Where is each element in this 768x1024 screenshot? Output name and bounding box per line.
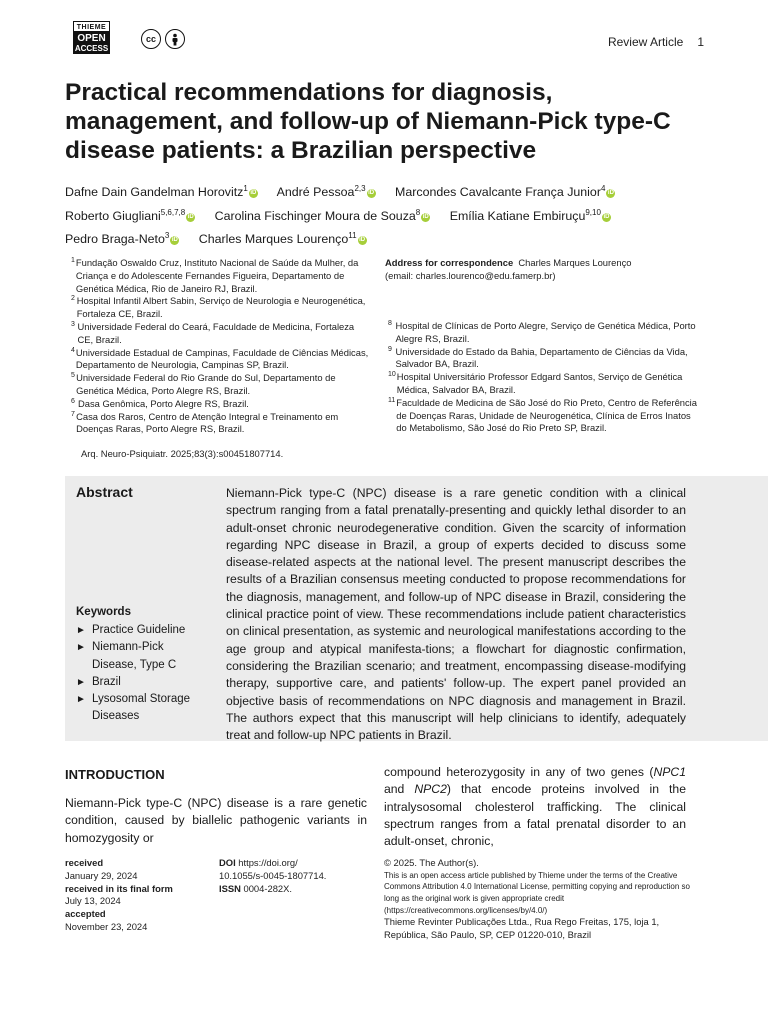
correspondence-name: Charles Marques Lourenço [518,257,632,268]
orcid-icon[interactable]: iD [359,237,366,243]
logo-line-3: ACCESS [74,44,109,53]
affiliations-left [71,257,371,436]
gene-name: NPC1 [653,765,686,779]
triangle-bullet-icon: ► [76,676,86,688]
gene-name: NPC2 [414,782,447,797]
triangle-bullet-icon: ► [76,642,86,654]
thieme-open-access-logo [73,21,110,54]
introduction-text-right: compound heterozygosity in any of two genes (NPC1 and NPC2) that encode proteins involved in the intralysosomal cholesterol trafficking. The clinical spectrum ranges from a fatal prenatal disorder to an adult-onset, chronic, [384,765,686,849]
author[interactable]: Dafne Dain Gandelman Horovitz$^1$ iD [65,184,257,199]
orcid-icon[interactable]: iD [250,190,257,196]
affiliations-right [388,320,700,435]
page-number: 1 [697,35,704,49]
orcid-icon[interactable]: iD [368,190,375,196]
author[interactable]: Emília Katiane Embiruçu$^{9,10}$ iD [449,207,610,223]
orcid-icon[interactable]: iD [607,190,614,196]
publisher-address: Thieme Revinter Publicações Ltda., Rua Rego Freitas, 175, loja 1, República, São Paulo, SP, CEP 01220-010, Brazil [384,916,660,940]
copyright-line: © 2025. The Author(s). [384,857,479,868]
keywords-list [76,622,206,726]
affiliation: 9 Universidade do Estado da Bahia, Departamento de Ciências da Vida, Salvador BA, Brazil. [388,345,688,370]
article-type: Review Article [607,35,684,49]
author[interactable]: Marcondes Cavalcante França Junior$^4$ iD [395,184,614,199]
author[interactable]: Pedro Braga-Neto$^3$ iD [65,231,178,246]
affiliation: 2 Hospital Infantil Albert Sabin, Serviço de Neurologia e Neurogenética, Fortaleza CE, Brazil. [71,295,366,320]
correspondence-email[interactable]: (email: charles.lourenco@edu.famerp.br) [385,269,556,281]
correspondence-address [385,257,695,283]
attribution-icon [165,29,185,49]
affiliation: 11 Faculdade de Medicina de São José do Rio Preto, Centro de Referência de Doenças Raras, Unidade de Neurogenética, Clínica de Erros Inatos do Metabolismo, São José do Rio Preto SP, Brazil. [388,396,697,434]
affiliation: 4 Universidade Estadual de Campinas, Faculdade de Ciências Médicas, Departamento de Neurologia, Campinas SP, Brazil. [71,346,369,371]
triangle-bullet-icon: ► [76,625,86,636]
introduction-text-left: Niemann-Pick type-C (NPC) disease is a rare genetic condition, caused by biallelic pathogenic variants in homozygosity or [65,796,367,845]
cc-icon: cc [141,29,161,49]
author[interactable]: André Pessoa$^{2,3}$ iD [276,184,375,199]
logo-line-2: OPEN [77,33,106,44]
affiliation: 8 Hospital de Clínicas de Porto Alegre, Serviço de Genética Médica, Porto Alegre RS, Brazil. [388,320,696,344]
orcid-icon[interactable]: iD [171,237,178,243]
affiliation: 6 Dasa Genômica, Porto Alegre RS, Brazil. [71,397,249,409]
license-text: This is an open access article published by Thieme under the terms of the Creative Commons Attribution 4.0 International License, permitting copying and reproduction so long as the original work is given appropriate credit (https://creativecommons.org/licenses/by/4.0/) [384,870,690,915]
affiliation: 3 Universidade Federal do Ceará, Faculdade de Medicina, Fortaleza CE, Brazil. [71,320,355,345]
author-list [65,179,705,250]
keyword-item[interactable]: ► Practice Guideline [76,622,206,639]
journal-citation: Arq. Neuro-Psiquiatr. 2025;83(3):s00451807714. [81,448,284,459]
introduction-heading: INTRODUCTION [65,767,165,782]
orcid-icon[interactable]: iD [187,213,194,220]
author[interactable]: Charles Marques Lourenço$^{11}$ iD [198,231,366,246]
affiliation: 5 Universidade Federal do Rio Grande do Sul, Departamento de Genética Médica, Porto Alegre RS, Brazil. [71,372,336,396]
author[interactable]: Carolina Fischinger Moura de Souza$^8$ iD [214,207,429,223]
triangle-bullet-icon: ► [76,694,86,706]
keyword-item[interactable]: ► Niemann-Pick Disease, Type C [76,639,206,674]
affiliation: 10 Hospital Universitário Professor Edgard Santos, Serviço de Genética Médica, Salvador BA, Brazil. [388,371,683,395]
abstract-heading: Abstract [76,484,133,500]
affiliation: 7 Casa dos Raros, Centro de Atenção Integral e Treinamento em Doenças Raras, Porto Alegre RS, Brazil. [71,410,339,435]
article-dates: received January 29, 2024 received in its final form July 13, 2024 accepted November 23, 2024 [65,857,173,932]
logo-line-1: THIEME [73,21,110,32]
license-block [384,857,704,942]
orcid-icon[interactable]: iD [603,213,610,220]
orcid-icon[interactable]: iD [422,213,429,220]
keyword-item[interactable]: ► Lysosomal Storage Diseases [76,691,206,726]
doi-issn-block: DOI https://doi.org/ 10.1055/s-0045-1807714. ISSN 0004-282X. [219,857,327,894]
affiliation: 1 Fundação Oswaldo Cruz, Instituto Nacional de Saúde da Mulher, da Criança e do Adolescente Fernandes Figueira, Departamento de Genética Médica, Rio de Janeiro RJ, Brazil. [71,257,359,294]
keyword-item[interactable]: ► Brazil [76,674,206,691]
correspondence-label: Address for correspondence [385,257,514,268]
creative-commons-badge [141,29,185,49]
running-header [608,35,704,49]
doi-link[interactable]: https://doi.org/ [238,857,298,868]
abstract-text: Niemann-Pick type-C (NPC) disease is a rare genetic condition with a clinical spectrum ranging from a fatal prenatally-presenting and quickly lethal disorder to an adult-onset chronic neurodegenerative condition. Given the scarcity of information regarding NPC disease in Brazil, a group of experts decided to discuss some disease-related aspects at the national level. The present manuscript describes the results of a Brazilian consensus meeting conducted to propose recommendations for the diagnosis, management, and follow-up of NPC disease in Brazil, considering the clinical practice point of view. These recommendations include patient characteristics on clinical presentation, as systemic and neurological manifestations according to the age group and atypical manifesta-tions; a flowchart for diagnostic confirmation, considering the Brazilian scenario; and treatment, encompassing disease-modifying therapy, supportive care, and patients' follow-up. The expert panel provided an objective basis of recommendations on NPC diagnosis and management in Brazil. The authors expect that this manuscript will help clinicians to identify, adequately treat and follow-up NPC patients in Brazil. [226,486,686,743]
author[interactable]: Roberto Giugliani$^{5,6,7,8}$ iD [65,207,194,223]
keywords-heading: Keywords [76,606,131,618]
article-title: Practical recommendations for diagnosis, management, and follow-up of Niemann-Pick type-C disease patients: a Brazilian perspective [65,79,671,164]
